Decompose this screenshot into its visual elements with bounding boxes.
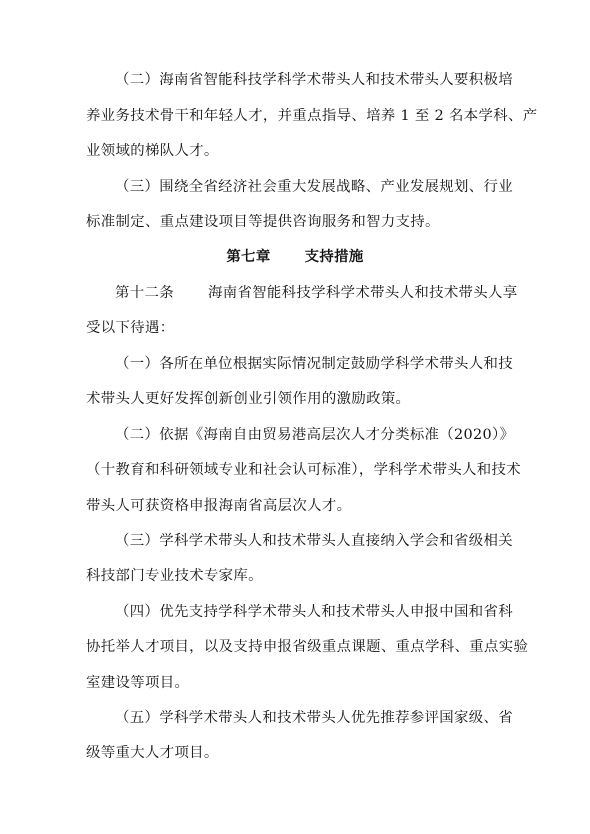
- article-text: 海南省智能科技学科学术带头人和技术带头人享: [207, 285, 518, 301]
- item-line: 级等重大人才项目。: [86, 745, 219, 761]
- chapter-title: 支持措施: [304, 248, 364, 265]
- chapter-number: 第七章: [226, 248, 271, 265]
- paragraph-line: 业领域的梯队人才。: [86, 143, 219, 159]
- article-number: 第十二条: [115, 285, 174, 301]
- item-line: 带头人可获资格申报海南省高层次人才。: [86, 498, 352, 514]
- item-line: （三）学科学术带头人和技术带头人直接纳入学会和省级相关: [115, 533, 513, 549]
- item-line: （五）学科学术带头人和技术带头人优先推荐参评国家级、省: [115, 710, 513, 726]
- paragraph-line: 标准制定、重点建设项目等提供咨询服务和智力支持。: [86, 214, 440, 230]
- item-line: （二）依据《海南自由贸易港高层次人才分类标准（2020）》: [115, 427, 515, 443]
- item-line: （十教育和科研领域专业和社会认可标准），学科学术带头人和技术: [86, 462, 522, 478]
- article-line: 受以下待遇：: [86, 320, 175, 336]
- item-line: 术带头人更好发挥创新创业引领作用的激励政策。: [86, 391, 411, 407]
- item-line: 室建设等项目。: [86, 675, 190, 691]
- chapter-heading: [0, 248, 590, 266]
- article-line: [115, 284, 518, 302]
- item-line: 协托举人才项目，以及支持申报省级重点课题、重点学科、重点实验: [86, 639, 529, 655]
- item-line: （四）优先支持学科学术带头人和技术带头人申报中国和省科: [115, 604, 513, 620]
- item-line: 科技部门专业技术专家库。: [86, 568, 263, 584]
- paragraph-line: 养业务技术骨干和年轻人才，并重点指导、培养 1 至 2 名本学科、产: [86, 108, 538, 124]
- paragraph-line: （二）海南省智能科技学科学术带头人和技术带头人要积极培: [115, 72, 513, 88]
- paragraph-line: （三）围绕全省经济社会重大发展战略、产业发展规划、行业: [115, 179, 513, 195]
- item-line: （一）各所在单位根据实际情况制定鼓励学科学术带头人和技: [115, 356, 513, 372]
